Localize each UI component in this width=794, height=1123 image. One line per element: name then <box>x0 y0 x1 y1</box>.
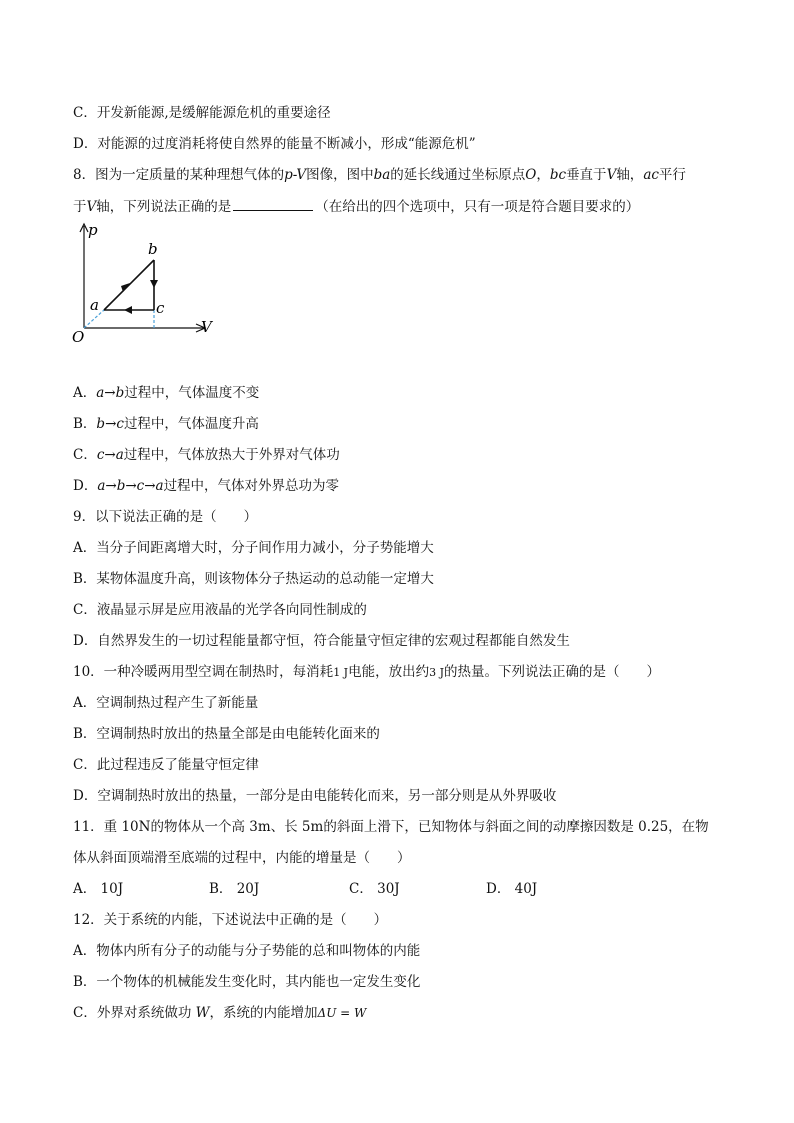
formula: ΔU = W <box>317 1006 367 1020</box>
b-label: b <box>148 240 158 258</box>
v-label: V <box>201 318 212 336</box>
stem-text: 垂直于 <box>566 167 607 183</box>
stem-text: 图像，图中 <box>306 167 374 183</box>
question-8-stem-line2 <box>73 196 639 217</box>
option-text: ，系统的内能增加 <box>209 1005 318 1021</box>
ac-symbol: ac <box>643 167 659 183</box>
stem-text: 平行 <box>658 167 686 183</box>
option-d-prev: D．对能源的过度消耗将使自然界的能量不断减小，形成“能源危机” <box>73 136 476 152</box>
q11-option-d[interactable]: D． 40J <box>486 881 538 897</box>
o-symbol: O <box>525 167 537 183</box>
q8-option-b[interactable] <box>73 414 259 434</box>
ba-symbol: ba <box>373 167 391 183</box>
arrow-bc <box>150 280 158 288</box>
stem-text: 10．一种冷暖两用型空调在制热时，每消耗 <box>73 664 334 680</box>
stem-text: ， <box>536 167 550 183</box>
line-ab <box>104 260 154 310</box>
q12-option-b[interactable]: B．一个物体的机械能发生变化时，其内能也一定发生变化 <box>73 974 421 990</box>
stem-text: 电能，放出约 <box>348 664 430 680</box>
c-label: c <box>156 299 165 317</box>
stem-text: 于 <box>73 199 87 215</box>
stem-text: 轴， <box>616 167 644 183</box>
process-symbol: a→b <box>96 385 125 401</box>
process-symbol: a→b→c→a <box>97 478 164 494</box>
option-text: 过程中，气体放热大于外界对气体功 <box>123 447 340 463</box>
option-prefix: B． <box>73 416 97 432</box>
option-text: 过程中，气体温度升高 <box>123 416 259 432</box>
q8-option-c[interactable] <box>73 445 340 465</box>
q11-option-c[interactable]: C． 30J <box>349 881 400 897</box>
q9-option-d[interactable]: D．自然界发生的一切过程能量都守恒，符合能量守恒定律的宏观过程都能自然发生 <box>73 633 570 649</box>
q9-option-b[interactable]: B．某物体温度升高，则该物体分子热运动的总动能一定增大 <box>73 571 434 587</box>
q10-option-d[interactable]: D．空调制热时放出的热量，一部分是由电能转化而来，另一部分则是从外界吸收 <box>73 788 557 804</box>
heat-value: 3 J <box>429 666 444 679</box>
process-symbol: b→c <box>96 416 124 432</box>
stem-text: （在给出的四个选项中，只有一项是符合题目要求的） <box>315 199 640 215</box>
option-prefix: A． <box>73 385 97 401</box>
pv-symbol: p-V <box>284 167 307 183</box>
answer-blank[interactable] <box>233 196 313 211</box>
w-symbol: W <box>195 1005 210 1021</box>
process-symbol: c→a <box>96 447 124 463</box>
q8-option-a[interactable] <box>73 383 259 403</box>
q10-option-b[interactable]: B．空调制热时放出的热量全部是由电能转化面来的 <box>73 726 380 742</box>
stem-text: 图为一定质量的某种理想气体的 <box>95 167 285 183</box>
question-11-stem-line1: 11．重 10N的物体从一个高 3m、长 5m的斜面上滑下，已知物体与斜面之间的动摩擦因数是 0.25，在物 <box>73 819 709 835</box>
q10-option-a[interactable]: A．空调制热过程产生了新能量 <box>73 695 259 711</box>
question-8-stem-line1 <box>73 165 686 185</box>
arrow-ca <box>124 306 132 314</box>
stem-text: 的延长线通过坐标原点 <box>390 167 526 183</box>
option-prefix: D． <box>73 478 98 494</box>
v-symbol: V <box>86 199 97 215</box>
option-prefix: C． <box>73 447 97 463</box>
option-text: 过程中，气体对外界总功为零 <box>163 478 340 494</box>
q8-option-d[interactable] <box>73 476 339 496</box>
energy-value: 1 J <box>333 666 349 679</box>
o-label: O <box>72 328 85 346</box>
q9-option-a[interactable]: A．当分子间距离增大时，分子间作用力减小，分子势能增大 <box>73 540 434 556</box>
option-text: 过程中，气体温度不变 <box>124 385 260 401</box>
question-10-stem <box>73 662 660 683</box>
option-c-prev: C．开发新能源,是缓解能源危机的重要途径 <box>73 105 331 121</box>
question-number: 8． <box>73 167 96 183</box>
q11-option-a[interactable]: A． 10J <box>73 881 124 897</box>
q11-options-row <box>73 879 733 899</box>
p-label: p <box>88 222 98 239</box>
q10-option-c[interactable]: C．此过程违反了能量守恒定律 <box>73 757 259 773</box>
question-9-stem: 9．以下说法正确的是（ ） <box>73 509 258 525</box>
option-text: C．外界对系统做功 <box>73 1005 192 1021</box>
pv-diagram <box>70 222 230 348</box>
stem-text: 轴，下列说法正确的是 <box>96 199 232 215</box>
q11-option-b[interactable]: B． 20J <box>209 881 260 897</box>
q12-option-c[interactable] <box>73 1003 366 1023</box>
q12-option-a[interactable]: A．物体内所有分子的动能与分子势能的总和叫物体的内能 <box>73 943 421 959</box>
question-12-stem: 12．关于系统的内能，下述说法中正确的是（ ） <box>73 912 388 928</box>
q9-option-c[interactable]: C．液晶显示屏是应用液晶的光学各向同性制成的 <box>73 602 367 618</box>
bc-symbol: bc <box>549 167 567 183</box>
v-symbol: V <box>606 167 617 183</box>
question-11-stem-line2: 体从斜面顶端滑至底端的过程中，内能的增量是（ ） <box>73 850 411 866</box>
a-label: a <box>90 296 99 314</box>
stem-text: 的热量。下列说法正确的是（ ） <box>444 664 660 680</box>
